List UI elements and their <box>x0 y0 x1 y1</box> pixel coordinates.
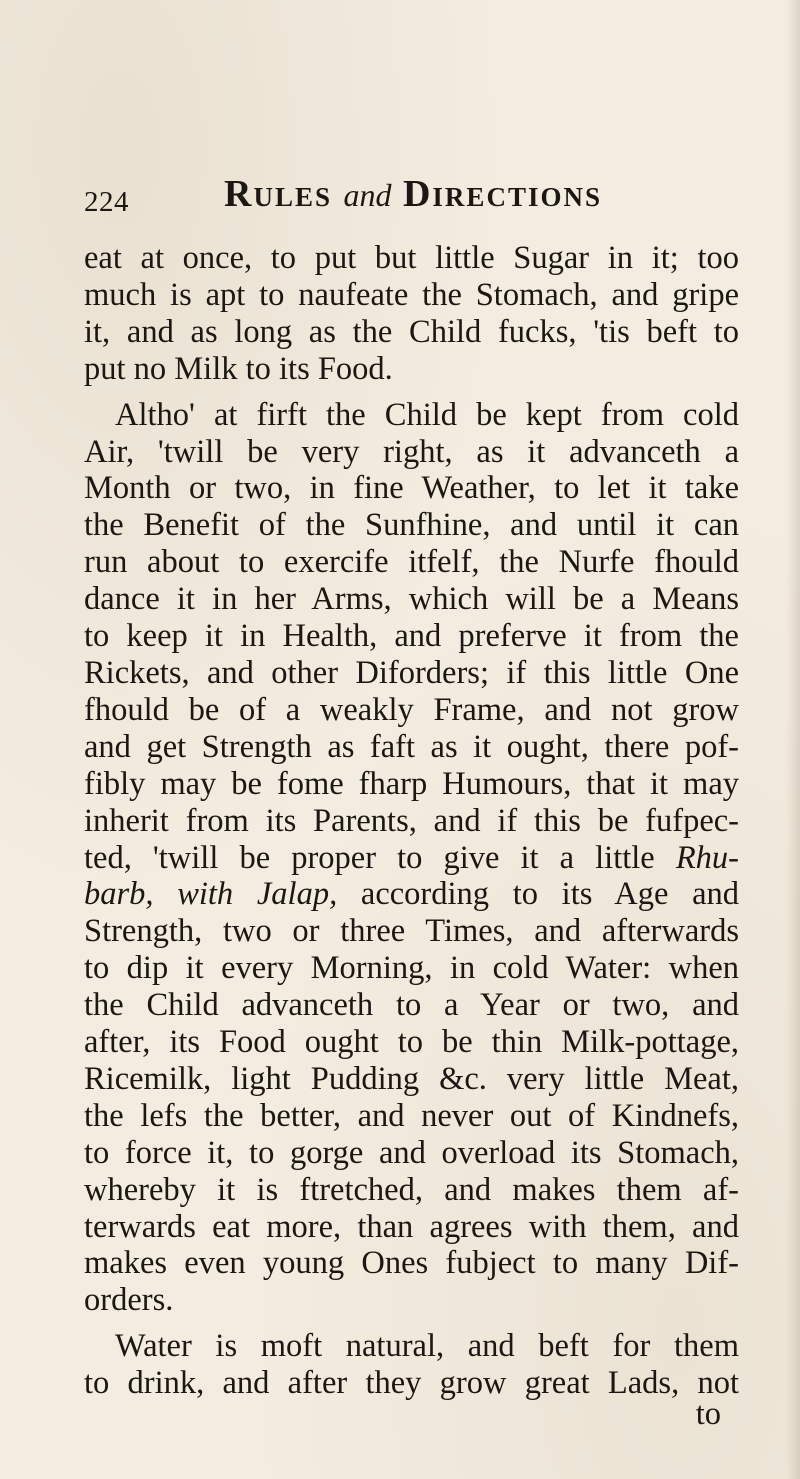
text-line: makes even young Ones fubject to many Dif- <box>84 1245 739 1282</box>
text-line: whereby it is ftretched, and makes them af- <box>84 1171 739 1208</box>
italic-jalap: Jalap, <box>256 876 338 913</box>
text-line <box>84 840 739 877</box>
text-line: the Benefit of the Sunfhine, and until it can <box>84 507 739 544</box>
text-line: dance it in her Arms, which will be a Means <box>84 581 739 618</box>
running-head-directions: Directions <box>402 173 602 215</box>
text-line: run about to exercife itfelf, the Nurfe fhould <box>84 544 739 581</box>
text-line: fhould be of a weakly Frame, and not grow <box>84 691 739 728</box>
page-edge-shadow <box>786 0 800 1479</box>
text-line: Month or two, in fine Weather, to let it take <box>84 470 739 507</box>
text-line: to dip it every Morning, in cold Water: when <box>84 950 739 987</box>
text-line: fibly may be fome fharp Humours, that it may <box>84 765 739 802</box>
page-header <box>84 162 744 222</box>
text-line: after, its Food ought to be thin Milk-pottage, <box>84 1024 739 1061</box>
paragraph-gap <box>84 1319 739 1328</box>
text-line: Strength, two or three Times, and afterwards <box>84 913 739 950</box>
running-head-and: and <box>343 177 392 213</box>
catchword: to <box>695 1396 721 1433</box>
text-line: Air, 'twill be very right, as it advanceth a <box>84 433 739 470</box>
running-head <box>224 172 602 216</box>
text-segment: ted, 'twill be proper to give it a little <box>84 839 655 876</box>
text-line: Water is moft natural, and beft for them <box>115 1328 739 1365</box>
text-line <box>84 876 739 913</box>
italic-rhubarb: Rhu- <box>675 839 740 876</box>
text-line: to drink, and after they grow great Lads, not <box>84 1365 739 1402</box>
text-line: Ricemilk, light Pudding &c. very little Meat, <box>84 1060 739 1097</box>
page-number: 224 <box>84 186 129 218</box>
text-line: to keep it in Health, and preferve it from the <box>84 618 739 655</box>
text-line: to force it, to gorge and overload its Stomach, <box>84 1134 739 1171</box>
text-line: the Child advanceth to a Year or two, and <box>84 987 739 1024</box>
italic-barb: barb, with <box>84 876 234 913</box>
body-text <box>84 240 740 1433</box>
text-line: and get Strength as faft as it ought, there pof- <box>84 728 739 765</box>
text-line: much is apt to naufeate the Stomach, and gripe <box>84 276 739 313</box>
text-line: orders. <box>84 1282 174 1319</box>
text-line: inherit from its Parents, and if this be fufpec- <box>84 802 739 839</box>
text-line: put no Milk to its Food. <box>84 350 393 387</box>
text-line: Rickets, and other Diforders; if this little One <box>84 654 739 691</box>
text-line: the lefs the better, and never out of Kindnefs, <box>84 1097 739 1134</box>
text-line: Altho' at firft the Child be kept from cold <box>115 396 739 433</box>
text-line: eat at once, to put but little Sugar in it; too <box>84 240 739 276</box>
text-segment: according to its Age and <box>360 876 740 913</box>
text-line: it, and as long as the Child fucks, 'tis beft to <box>84 313 739 350</box>
running-head-rules: Rules <box>224 173 332 215</box>
paragraph-gap <box>84 388 739 397</box>
text-line: terwards eat more, than agrees with them, and <box>84 1208 739 1245</box>
